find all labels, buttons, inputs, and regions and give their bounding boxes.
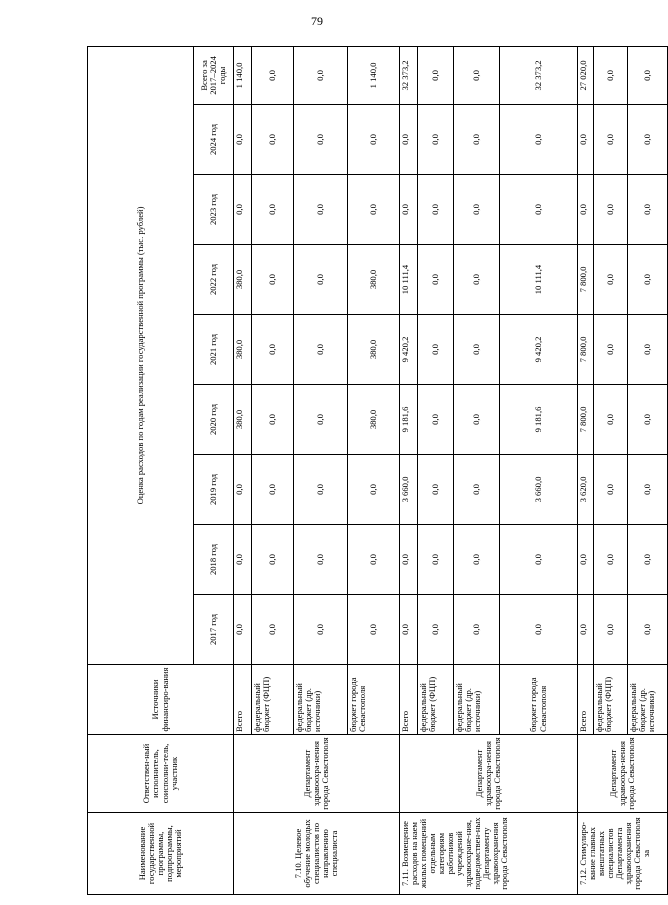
value-cell: 0,0 <box>418 105 454 175</box>
value-cell: 32 373,2 <box>400 46 418 104</box>
value-cell: 0,0 <box>418 385 454 455</box>
value-cell: 0,0 <box>594 385 628 455</box>
source-cell: федеральный бюджет (ФЦП) <box>252 665 294 735</box>
header-source-col: Источники финансиро-вания <box>88 665 234 735</box>
value-cell: 1 140,0 <box>234 46 252 104</box>
header-year-total: Всего за 2017–2024 годы <box>194 46 234 104</box>
value-cell: 7 800,0 <box>578 385 594 455</box>
value-cell: 10 111,4 <box>500 245 578 315</box>
value-cell: 0,0 <box>628 245 668 315</box>
value-cell: 0,0 <box>418 245 454 315</box>
value-cell: 3 620,0 <box>578 455 594 525</box>
event-7-12-name: 7.12. Стимулиро-вание главных внештатных специалистов Департамента здравоохранения города Севастополя за <box>578 813 668 895</box>
value-cell: 0,0 <box>628 595 668 665</box>
value-cell: 0,0 <box>294 175 348 245</box>
value-cell: 0,0 <box>418 455 454 525</box>
value-cell: 0,0 <box>294 105 348 175</box>
value-cell: 0,0 <box>418 525 454 595</box>
header-resp-col: Ответствен-ный исполнитель, соисполни-тель, участник <box>88 735 234 813</box>
header-year: 2017 год <box>194 595 234 665</box>
value-cell: 0,0 <box>578 595 594 665</box>
value-cell: 0,0 <box>578 175 594 245</box>
value-cell: 0,0 <box>454 175 500 245</box>
value-cell: 0,0 <box>454 455 500 525</box>
source-cell: федеральный бюджет (ФЦП) <box>594 665 628 735</box>
value-cell: 10 111,4 <box>400 245 418 315</box>
value-cell: 0,0 <box>594 315 628 385</box>
value-cell: 0,0 <box>418 46 454 104</box>
value-cell: 0,0 <box>234 105 252 175</box>
source-cell: Всего <box>234 665 252 735</box>
value-cell: 1 140,0 <box>348 46 400 104</box>
value-cell: 0,0 <box>234 595 252 665</box>
value-cell: 0,0 <box>578 105 594 175</box>
value-cell: 0,0 <box>594 595 628 665</box>
value-cell: 0,0 <box>454 385 500 455</box>
value-cell: 0,0 <box>400 175 418 245</box>
value-cell: 9 181,6 <box>400 385 418 455</box>
value-cell: 0,0 <box>348 105 400 175</box>
value-cell: 0,0 <box>454 525 500 595</box>
value-cell: 0,0 <box>594 525 628 595</box>
value-cell: 0,0 <box>628 105 668 175</box>
source-cell: федеральный бюджет (др. источники) <box>628 665 668 735</box>
header-year: 2021 год <box>194 315 234 385</box>
value-cell: 0,0 <box>294 595 348 665</box>
page-number: 79 <box>311 14 323 28</box>
value-cell: 380,0 <box>234 245 252 315</box>
value-cell: 9 420,2 <box>400 315 418 385</box>
value-cell: 0,0 <box>294 385 348 455</box>
value-cell: 3 660,0 <box>400 455 418 525</box>
event-7-10-name: 7.10. Целевое обучение молодых специалистов по направлению специалиста <box>234 813 400 895</box>
value-cell: 0,0 <box>628 315 668 385</box>
header-year: 2024 год <box>194 105 234 175</box>
value-cell: 0,0 <box>252 595 294 665</box>
value-cell: 0,0 <box>594 455 628 525</box>
value-cell: 0,0 <box>234 455 252 525</box>
source-cell: бюджет города Севастополя <box>500 665 578 735</box>
value-cell: 0,0 <box>294 525 348 595</box>
value-cell: 0,0 <box>594 105 628 175</box>
value-cell: 0,0 <box>500 175 578 245</box>
value-cell: 7 800,0 <box>578 245 594 315</box>
rotated-table-wrapper <box>87 47 657 895</box>
value-cell: 0,0 <box>628 385 668 455</box>
source-cell: Всего <box>400 665 418 735</box>
value-cell: 0,0 <box>348 455 400 525</box>
value-cell: 0,0 <box>294 455 348 525</box>
source-cell: федеральный бюджет (ФЦП) <box>418 665 454 735</box>
value-cell: 0,0 <box>594 245 628 315</box>
value-cell: 0,0 <box>454 595 500 665</box>
value-cell: 0,0 <box>594 175 628 245</box>
value-cell: 0,0 <box>418 175 454 245</box>
value-cell: 0,0 <box>234 525 252 595</box>
value-cell: 0,0 <box>500 595 578 665</box>
value-cell: 7 800,0 <box>578 315 594 385</box>
value-cell: 380,0 <box>234 385 252 455</box>
event-7-11-resp: Департамент здравоохра-нения города Севастополя <box>400 735 578 813</box>
value-cell: 380,0 <box>348 315 400 385</box>
value-cell: 27 020,0 <box>578 46 594 104</box>
value-cell: 0,0 <box>252 46 294 104</box>
value-cell: 3 660,0 <box>500 455 578 525</box>
source-cell: бюджет города Севастополя <box>348 665 400 735</box>
value-cell: 0,0 <box>454 245 500 315</box>
value-cell: 0,0 <box>628 46 668 104</box>
value-cell: 0,0 <box>348 525 400 595</box>
value-cell: 32 373,2 <box>500 46 578 104</box>
header-year: 2023 год <box>194 175 234 245</box>
value-cell: 0,0 <box>252 245 294 315</box>
value-cell: 0,0 <box>252 455 294 525</box>
value-cell: 0,0 <box>500 525 578 595</box>
header-year: 2019 год <box>194 455 234 525</box>
value-cell: 0,0 <box>252 175 294 245</box>
value-cell: 9 181,6 <box>500 385 578 455</box>
financing-table <box>87 46 668 895</box>
value-cell: 0,0 <box>594 46 628 104</box>
value-cell: 0,0 <box>348 595 400 665</box>
value-cell: 0,0 <box>454 315 500 385</box>
event-7-12-resp: Департамент здравоохра-нения города Севастополя <box>578 735 668 813</box>
value-cell: 0,0 <box>294 46 348 104</box>
value-cell: 0,0 <box>294 315 348 385</box>
value-cell: 0,0 <box>294 245 348 315</box>
header-year: 2022 год <box>194 245 234 315</box>
source-cell: Всего <box>578 665 594 735</box>
value-cell: 0,0 <box>400 525 418 595</box>
value-cell: 380,0 <box>348 385 400 455</box>
source-cell: федеральный бюджет (др. источники) <box>454 665 500 735</box>
event-7-10-resp: Департамент здравоохра-нения города Севастополя <box>234 735 400 813</box>
header-year: 2018 год <box>194 525 234 595</box>
header-year: 2020 год <box>194 385 234 455</box>
value-cell: 0,0 <box>400 105 418 175</box>
value-cell: 0,0 <box>348 175 400 245</box>
value-cell: 0,0 <box>418 595 454 665</box>
event-7-11-name: 7.11. Возмещение расходов на наем жилых помещений отдельным категориям работников учреждений здравоохране-ния, подведомствен-ных Департаменту здравоохранения города Севастополя <box>400 813 578 895</box>
value-cell: 0,0 <box>252 525 294 595</box>
value-cell: 0,0 <box>234 175 252 245</box>
header-name-col: Наименование государственной программы, подпрограммы, мероприятий <box>88 813 234 895</box>
value-cell: 0,0 <box>628 175 668 245</box>
value-cell: 0,0 <box>628 525 668 595</box>
header-group: Оценка расходов по годам реализации государственной программы (тыс. рублей) <box>88 46 194 664</box>
value-cell: 0,0 <box>400 595 418 665</box>
value-cell: 0,0 <box>628 455 668 525</box>
value-cell: 0,0 <box>454 105 500 175</box>
value-cell: 0,0 <box>252 105 294 175</box>
source-cell: федеральный бюджет (др. источники) <box>294 665 348 735</box>
value-cell: 9 420,2 <box>500 315 578 385</box>
value-cell: 0,0 <box>252 315 294 385</box>
value-cell: 380,0 <box>348 245 400 315</box>
value-cell: 0,0 <box>578 525 594 595</box>
value-cell: 0,0 <box>252 385 294 455</box>
value-cell: 0,0 <box>500 105 578 175</box>
value-cell: 380,0 <box>234 315 252 385</box>
value-cell: 0,0 <box>454 46 500 104</box>
value-cell: 0,0 <box>418 315 454 385</box>
